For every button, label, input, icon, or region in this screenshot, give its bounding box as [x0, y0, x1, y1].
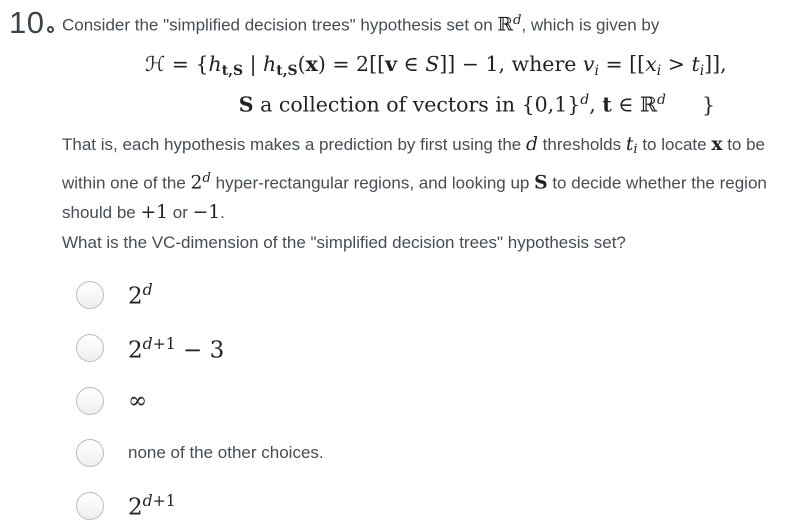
text-segment: d — [202, 170, 211, 186]
text-segment: thresholds — [537, 135, 626, 154]
text-segment: i — [633, 141, 638, 157]
question-number-dot — [47, 26, 54, 33]
radio-button-option-5[interactable] — [76, 492, 104, 520]
text-segment: i — [656, 62, 662, 79]
option-row-2d[interactable] — [76, 280, 324, 310]
text-segment: ∈ ℝ — [611, 92, 658, 117]
text-segment: to locate — [637, 135, 712, 154]
text-segment: S — [534, 171, 548, 194]
text-segment[interactable]: d — [142, 280, 153, 299]
text-segment: , — [589, 92, 603, 117]
text-segment: d — [525, 134, 538, 155]
text-segment: t,S — [221, 62, 244, 79]
question-intro-text — [62, 9, 782, 38]
text-segment: , which is given by — [521, 15, 660, 35]
text-segment: ]], — [704, 52, 727, 76]
text-segment: ]] − 1, where — [439, 52, 583, 76]
text-segment: hyper-rectangular regions, and looking up — [210, 173, 535, 193]
text-segment: to decide whether the region should be — [62, 173, 767, 222]
radio-button-option-3[interactable] — [76, 387, 104, 415]
text-segment[interactable]: 2 — [128, 337, 143, 364]
text-segment: i — [594, 62, 599, 79]
text-segment[interactable]: +1 — [152, 491, 176, 511]
text-segment[interactable]: d — [142, 491, 153, 511]
text-segment: x — [645, 52, 657, 76]
option-label-2d1-minus-3[interactable] — [128, 334, 224, 364]
option-row-2d1-minus-3[interactable] — [76, 334, 324, 364]
text-segment[interactable]: 2 — [128, 283, 143, 310]
question-prompt: What is the VC-dimension of the "simplified decision trees" hypothesis set? — [62, 233, 626, 252]
text-segment: S — [238, 92, 254, 117]
text-segment: That is, each hypothesis makes a prediction by first using the — [62, 135, 526, 154]
text-segment: t,S — [276, 62, 298, 79]
text-segment: S — [425, 52, 440, 76]
option-row-none[interactable] — [76, 439, 324, 467]
text-segment: } — [701, 92, 715, 117]
text-segment: x — [305, 52, 318, 76]
text-segment: t — [691, 52, 700, 76]
option-label-2d1[interactable] — [128, 491, 176, 521]
formula-line-1 — [145, 50, 727, 86]
text-segment: > — [661, 52, 692, 76]
text-segment: +1 — [140, 201, 169, 223]
hypothesis-set-formula — [145, 50, 727, 120]
text-segment[interactable]: − 3 — [175, 337, 225, 364]
text-segment: 2 — [190, 172, 203, 194]
text-segment: ℝ — [497, 14, 513, 36]
text-segment: | — [243, 52, 264, 76]
text-segment: d — [657, 91, 666, 108]
text-segment[interactable]: none of the other choices. — [128, 443, 324, 463]
text-segment: to be within one of the — [62, 135, 766, 193]
text-segment: . — [220, 202, 225, 222]
text-segment: d — [512, 13, 522, 28]
text-segment: ) = 2[[ — [317, 52, 386, 76]
text-segment: a collection of vectors in {0,1} — [253, 92, 581, 117]
radio-button-option-2[interactable] — [76, 334, 104, 362]
option-label-2d[interactable] — [128, 280, 153, 310]
option-label-none[interactable] — [128, 443, 324, 463]
text-segment[interactable]: +1 — [152, 333, 176, 353]
radio-button-option-1[interactable] — [76, 281, 104, 309]
text-segment[interactable]: d — [142, 333, 153, 353]
text-segment: d — [580, 91, 590, 108]
text-segment: i — [699, 62, 705, 79]
text-segment: h — [263, 52, 277, 76]
text-segment: = { — [165, 52, 209, 76]
text-segment: ℋ — [145, 52, 166, 76]
option-row-infinity[interactable] — [76, 387, 324, 415]
text-segment: t — [625, 134, 634, 155]
question-number-text: 10 — [9, 5, 45, 40]
option-row-2d1[interactable] — [76, 491, 324, 521]
text-segment: h — [208, 52, 222, 76]
text-segment[interactable]: 2 — [128, 494, 143, 521]
text-segment[interactable]: ∞ — [128, 388, 148, 415]
formula-line-2 — [145, 86, 715, 120]
text-segment: t — [602, 92, 612, 117]
question-number — [9, 5, 54, 41]
radio-button-option-4[interactable] — [76, 439, 104, 467]
answer-options-list — [76, 280, 324, 523]
text-segment: v — [385, 52, 398, 76]
text-segment: −1 — [192, 201, 221, 223]
text-segment: x — [711, 133, 723, 155]
text-segment: or — [168, 202, 193, 222]
text-segment: Consider the "simplified decision trees" hypothesis set on — [62, 15, 498, 35]
text-segment: ∈ — [397, 52, 426, 76]
text-segment: = [[ — [598, 52, 646, 76]
text-segment: v — [582, 52, 595, 76]
explanation-paragraph — [62, 130, 793, 227]
option-label-infinity[interactable] — [128, 388, 147, 414]
text-segment: ( — [297, 52, 306, 76]
